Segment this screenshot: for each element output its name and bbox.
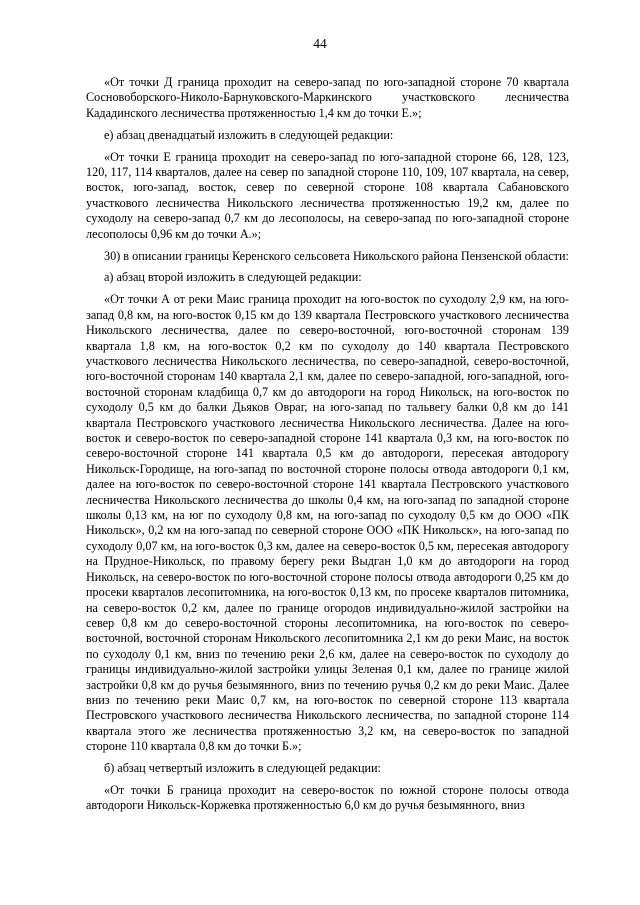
- document-body: [86, 75, 569, 814]
- paragraph-item-a-heading: а) абзац второй изложить в следующей редакции:: [104, 270, 362, 285]
- page-number: 44: [313, 36, 327, 51]
- paragraph-item-30-heading: 30) в описании границы Керенского сельсовета Никольского района Пензенской области:: [104, 248, 569, 263]
- paragraph-point-d: «От точки Д граница проходит на северо-запад по юго-западной стороне 70 квартала Сосновоборского-Николо-Барнуковского-Маркинского участковского лесничества Кададинского лесничества протяженностью 1,4 км до точки Е.»;: [86, 75, 569, 120]
- paragraph-point-b: «От точки Б граница проходит на северо-восток по южной стороне полосы отвода автодороги Никольск-Коржевка протяженностью 6,0 км до ручья безымянного, вниз: [86, 782, 569, 813]
- paragraph-point-a: «От точки А от реки Маис граница проходит на юго-восток по суходолу 2,9 км, на юго-запад 0,8 км, на юго-восток 0,15 км до 139 квартала Пестровского участкового лесничества Никольского лесничества, далее по северо-восточной, юго-восточной сторонам 139 квартала 1,8 км, на юго-восток 0,2 км по суходолу до 140 квартала Пестровского участкового лесничества Никольского лесничества, по северо-западной, северо-восточной, юго-восточной сторонам 140 квартала 2,1 км, далее по северо-западной, юго-западной, юго-восточной сторонам кладбища 0,7 км до автодороги на город Никольск, на юго-восток по суходолу 0,5 км до балки Дьяков Овраг, на юго-запад по тальвегу балки 0,8 км до 141 квартала Пестровского участкового лесничества Никольского лесничества. Далее на юго-восток и северо-восток по северо-западной стороне 141 квартала 0,3 км, на юго-восток по северо-восточной стороне 141 квартала 0,5 км до автодороги, пересекая автодорогу Никольск-Городище, на юго-запад по восточной стороне полосы отвода автодороги 0,1 км, далее на юго-восток по северо-восточной стороне 141 квартала Пестровского участкового лесничества Никольского лесничества до школы 0,4 км, на юго-запад по западной стороне школы 0,13 км, на юг по суходолу 0,8 км, на юго-запад по суходолу 0,5 км до ООО «ПК Никольск», 0,2 км на юго-запад по северной стороне ООО «ПК Никольск», на юго-запад по суходолу 0,07 км, на юго-восток 0,3 км, далее на северо-восток 0,5 км, пересекая автодорогу на Прудное-Никольск, по правому берегу реки Выдган 1,0 км до автодороги на город Никольск, на северо-восток по юго-восточной стороне полосы отвода автодороги 0,25 км до просеки кварталов лесопитомника, на юго-восток 0,13 км, по просеке кварталов питомника, на северо-восток 0,2 км, далее по границе огородов индивидуально-жилой застройки на север 0,8 км до северо-восточной стороны лесопитомника, на юго-восток по северо-восточной, восточной сторонам Никольского лесопитомника 2,1 км до реки Маис, на восток по суходолу 0,1 км, вниз по течению реки 2,6 км, далее на северо-восток по суходолу до границы индивидуально-жилой застройки улицы Зеленая 0,1 км, далее по границе жилой застройки 0,8 км до ручья безымянного, вниз по течению ручья 0,2 км до реки Маис. Далее вниз по течению реки Маис 0,7 км, на юго-восток по северной стороне 113 квартала Пестровского участкового лесничества Никольского лесничества, по западной стороне 114 квартала этого же лесничества протяженностью 3,2 км, на северо-восток по западной стороне 110 квартала 0,8 км до точки Б.»;: [86, 292, 569, 754]
- paragraph-item-b-heading: б) абзац четвертый изложить в следующей редакции:: [104, 761, 381, 776]
- paragraph-point-e: «От точки Е граница проходит на северо-запад по юго-западной стороне 66, 128, 123, 120, 117, 114 кварталов, далее на север по западной стороне 110, 109, 107 квартала, на север, восток, юго-запад, восток, север по северной стороне 108 квартала Сабановского участкового лесничества Никольского лесничества протяженностью 19,2 км, далее по суходолу на северо-запад 0,7 км до лесополосы, на северо-запад по юго-западной стороне лесополосы 0,96 км до точки А.»;: [86, 149, 569, 241]
- paragraph-item-e-heading: е) абзац двенадцатый изложить в следующей редакции:: [104, 127, 394, 142]
